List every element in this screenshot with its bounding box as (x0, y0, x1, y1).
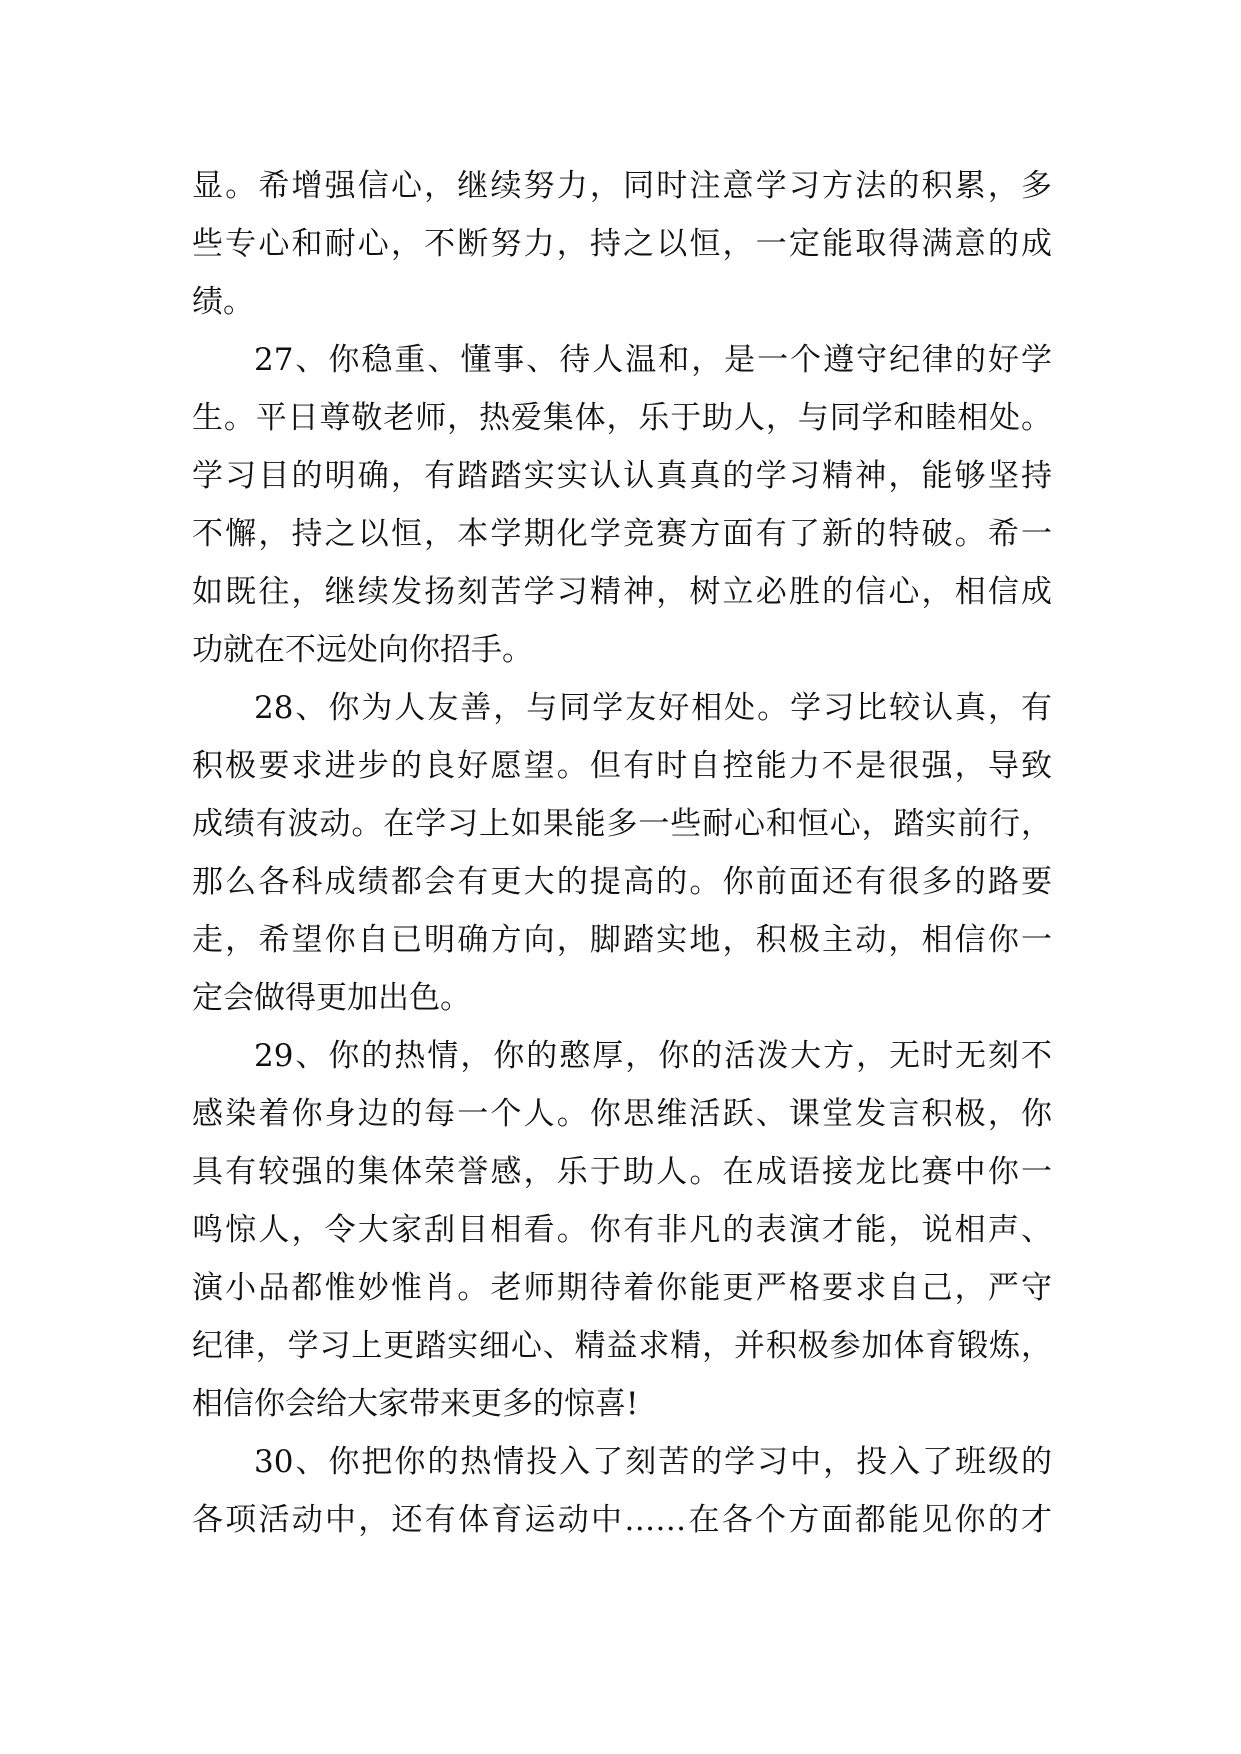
text-line: 各项活动中，还有体育运动中……在各个方面都能见你的才 (192, 1502, 1052, 1538)
text-line: 学习目的明确，有踏踏实实认认真真的学习精神，能够坚持 (192, 458, 1052, 494)
text-line: 感染着你身边的每一个人。你思维活跃、课堂发言积极，你 (192, 1096, 1052, 1132)
text-line: 不懈，持之以恒，本学期化学竞赛方面有了新的特破。希一 (192, 516, 1052, 552)
paragraph-start-29: 29、你的热情，你的憨厚，你的活泼大方，无时无刻不 (254, 1038, 1052, 1074)
text-line: 些专心和耐心，不断努力，持之以恒，一定能取得满意的成 (192, 226, 1052, 262)
text-line: 鸣惊人，令大家刮目相看。你有非凡的表演才能，说相声、 (192, 1212, 1052, 1248)
text-line: 纪律，学习上更踏实细心、精益求精，并积极参加体育锻炼， (192, 1328, 1052, 1364)
text-line: 生。平日尊敬老师，热爱集体，乐于助人，与同学和睦相处。 (192, 400, 1052, 436)
text-line: 具有较强的集体荣誉感，乐于助人。在成语接龙比赛中你一 (192, 1154, 1052, 1190)
text-line: 功就在不远处向你招手。 (192, 632, 533, 668)
text-line: 积极要求进步的良好愿望。但有时自控能力不是很强，导致 (192, 748, 1052, 784)
text-line: 成绩有波动。在学习上如果能多一些耐心和恒心，踏实前行， (192, 806, 1052, 842)
text-line: 那么各科成绩都会有更大的提高的。你前面还有很多的路要 (192, 864, 1052, 900)
text-line: 演小品都惟妙惟肖。老师期待着你能更严格要求自己，严守 (192, 1270, 1052, 1306)
text-line: 相信你会给大家带来更多的惊喜! (192, 1386, 639, 1422)
paragraph-start-30: 30、你把你的热情投入了刻苦的学习中，投入了班级的 (254, 1444, 1052, 1480)
text-line: 显。希增强信心，继续努力，同时注意学习方法的积累，多 (192, 168, 1052, 204)
text-line: 走，希望你自已明确方向，脚踏实地，积极主动，相信你一 (192, 922, 1052, 958)
paragraph-start-28: 28、你为人友善，与同学友好相处。学习比较认真，有 (254, 690, 1052, 726)
paragraph-start-27: 27、你稳重、懂事、待人温和，是一个遵守纪律的好学 (254, 342, 1052, 378)
text-line: 定会做得更加出色。 (192, 980, 471, 1016)
text-line: 如既往，继续发扬刻苦学习精神，树立必胜的信心，相信成 (192, 574, 1052, 610)
text-line: 绩。 (192, 284, 254, 320)
